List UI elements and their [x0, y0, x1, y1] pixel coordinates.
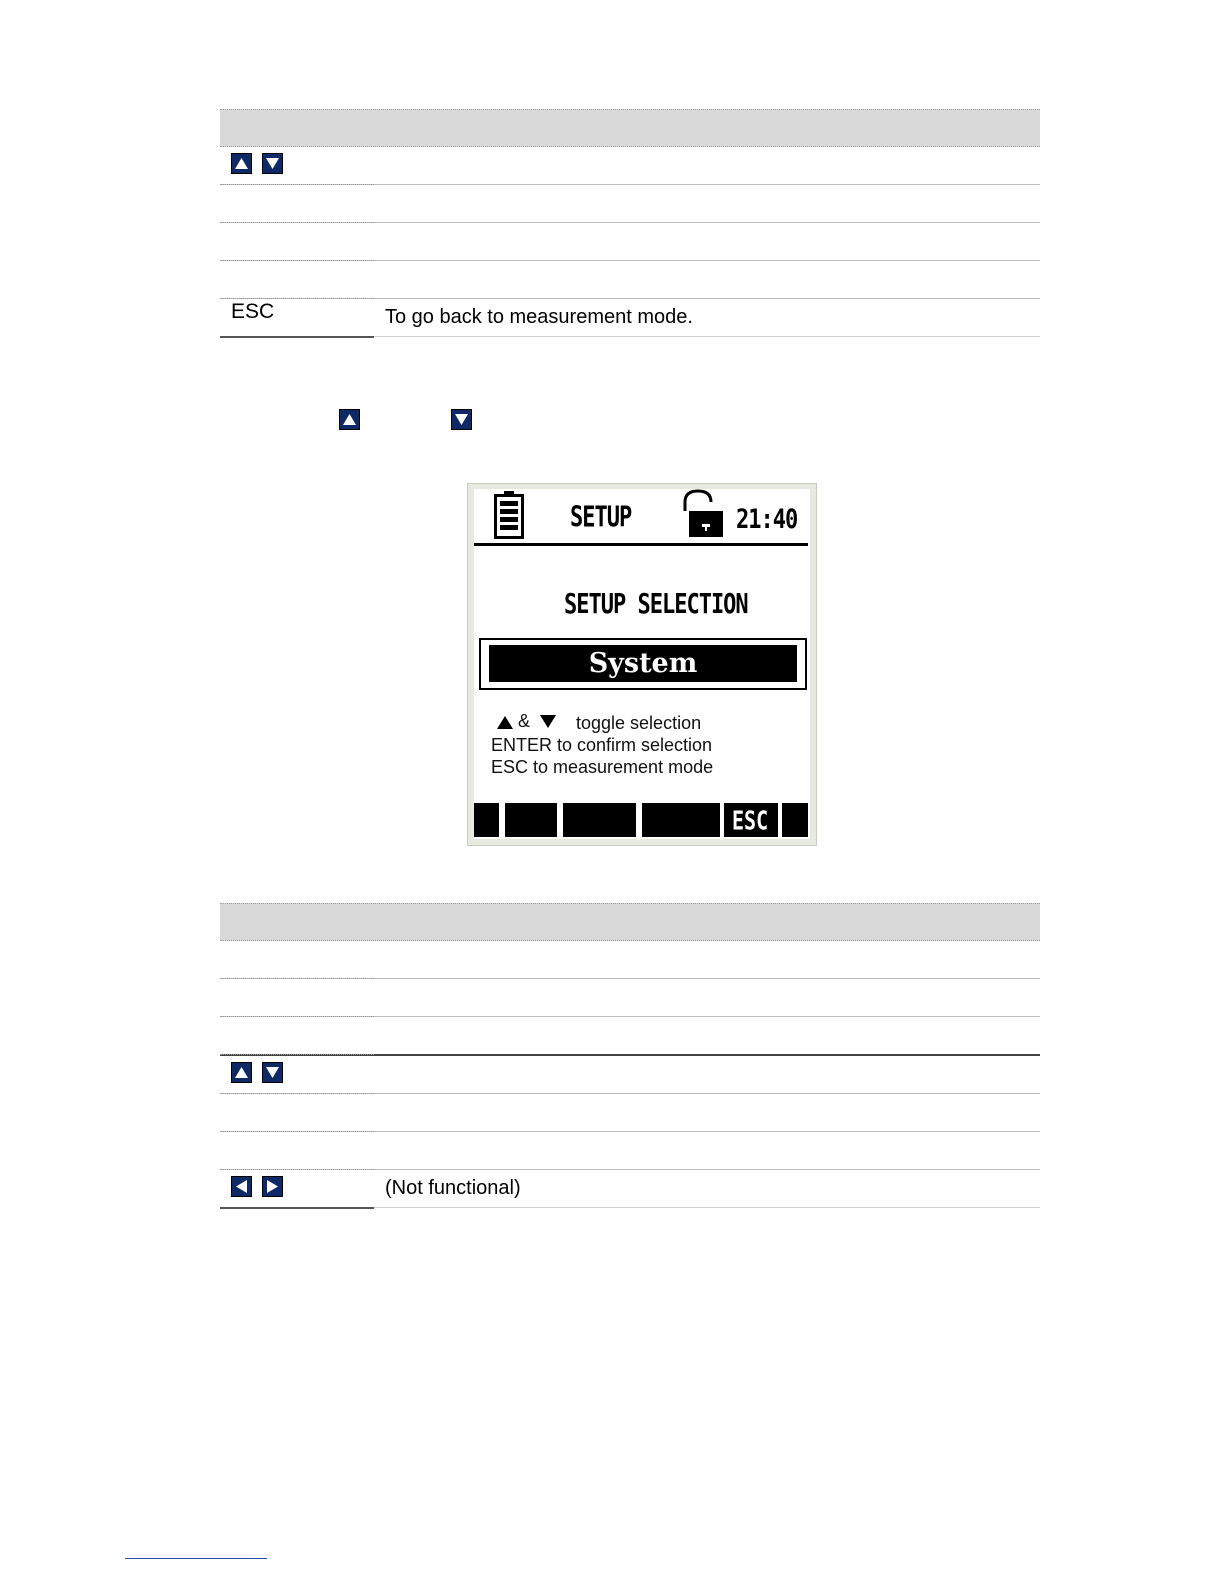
arrow-up-icon [231, 1062, 252, 1083]
value-cell [374, 1056, 1040, 1093]
arrow-up-icon [231, 153, 252, 174]
footer-rule [125, 1558, 267, 1559]
keys-table-1 [220, 109, 1040, 336]
value-cell [374, 147, 1040, 184]
key-cell [220, 1056, 374, 1094]
help-line-enter: ENTER to confirm selection [491, 735, 713, 755]
arrow-down-icon [451, 409, 472, 430]
value-cell [374, 299, 1040, 337]
triangle-up-icon [497, 716, 513, 729]
table-header [220, 903, 1040, 941]
table-row [220, 1132, 1040, 1170]
keys-table-2 [220, 903, 1040, 1207]
value-cell [374, 941, 1040, 978]
arrow-down-icon [262, 153, 283, 174]
value-cell [374, 1017, 1040, 1054]
selection-box [479, 638, 807, 690]
value-cell [374, 1170, 1040, 1208]
key-cell [220, 979, 374, 1017]
key-cell [220, 185, 374, 223]
value-cell [374, 185, 1040, 222]
help-line-esc: ESC to measurement mode [491, 757, 714, 777]
softkey-esc[interactable]: ESC [732, 805, 769, 837]
key-cell [220, 223, 374, 261]
arrow-right-icon [262, 1176, 283, 1197]
key-cell [220, 941, 374, 979]
key-description: To go back to measurement mode. [385, 306, 693, 328]
key-cell [220, 1132, 374, 1170]
value-cell [374, 1132, 1040, 1169]
table-header [220, 109, 1040, 147]
key-cell [220, 1170, 374, 1209]
table-row [220, 1094, 1040, 1132]
softkey-separator [636, 803, 642, 837]
softkey-separator [720, 803, 724, 837]
screen-title: SETUP [570, 502, 632, 535]
help-toggle-text: toggle selection [576, 713, 702, 733]
screen-heading: SETUP SELECTION [564, 589, 748, 621]
arrow-left-icon [231, 1176, 252, 1197]
table-row [220, 299, 1040, 336]
table-row [220, 1170, 1040, 1207]
value-cell [374, 979, 1040, 1016]
value-cell [374, 223, 1040, 260]
value-cell [374, 261, 1040, 298]
key-cell [220, 299, 374, 338]
key-cell [220, 1017, 374, 1055]
help-amp: & [518, 711, 531, 731]
key-cell [220, 147, 374, 185]
table-row [220, 185, 1040, 223]
key-cell [220, 1094, 374, 1132]
table-row [220, 1017, 1040, 1056]
key-label-esc: ESC [231, 300, 275, 323]
key-description: (Not functional) [385, 1177, 521, 1199]
clock-time: 21:40 [736, 505, 798, 535]
value-cell [374, 1094, 1040, 1131]
table-row [220, 147, 1040, 185]
table-row [220, 261, 1040, 299]
table-row [220, 1056, 1040, 1094]
softkey-separator [499, 803, 505, 837]
table-row [220, 979, 1040, 1017]
softkey-separator [557, 803, 563, 837]
unlocked-padlock-icon [680, 489, 726, 539]
arrow-down-icon [262, 1062, 283, 1083]
softkey-separator [778, 803, 782, 837]
triangle-down-icon [540, 715, 556, 728]
arrow-up-icon [339, 409, 360, 430]
selected-item: System [489, 645, 797, 682]
device-screen [474, 489, 810, 839]
battery-icon [494, 491, 524, 539]
key-cell [220, 261, 374, 299]
table-row [220, 223, 1040, 261]
header-divider [474, 543, 808, 546]
table-row [220, 941, 1040, 979]
